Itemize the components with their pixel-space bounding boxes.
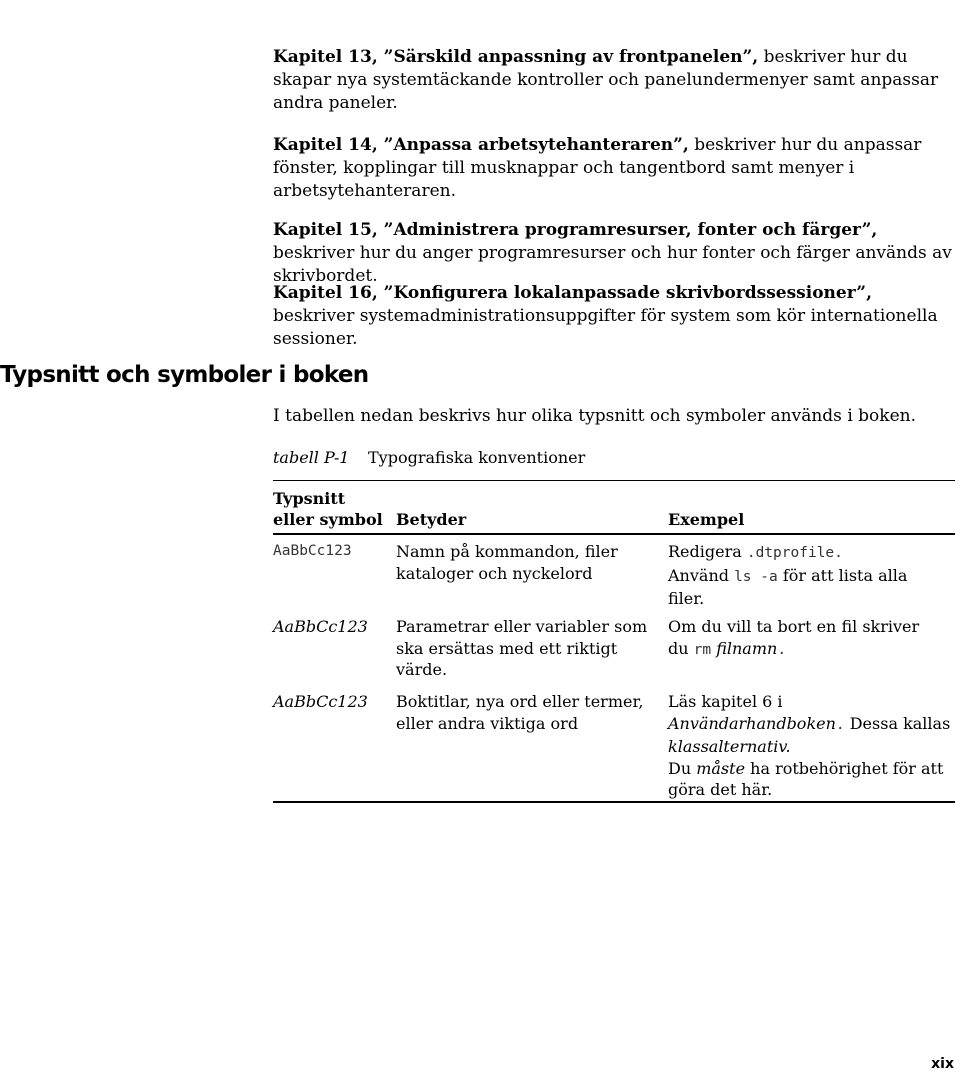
table-bottom-rule [273, 801, 955, 803]
chapter-16-text: beskriver systemadministrationsuppgifter för system som kör internationella sessioner. [273, 306, 938, 349]
chapter-16-title: Kapitel 16, ”Konfigurera lokalanpassade skrivbordssessioner”, [273, 283, 872, 303]
example-text: Om du vill ta bort en fil skriver [668, 617, 920, 636]
example-text: Redigera [668, 542, 747, 561]
example-text: Läs kapitel 6 i [668, 692, 783, 711]
example-text: filer. [668, 589, 705, 608]
row1-meaning [396, 541, 651, 584]
example-text: Du [668, 758, 697, 778]
page-number: xix [931, 1056, 954, 1072]
example-variable: filnamn [711, 638, 778, 658]
example-text: Dessa kallas [844, 713, 951, 733]
chapter-13-title: Kapitel 13, ”Särskild anpassning av frontpanelen”, [273, 47, 759, 67]
chapter-16-description [273, 282, 953, 351]
example-filename: .dtprofile [746, 545, 835, 561]
row1-meaning-line: Namn på kommandon, filer [396, 542, 618, 561]
chapter-13-text: beskriver hur du skapar nya systemtäckande kontroller och panelundermenyer samt anpassar andra paneler. [273, 47, 939, 113]
example-text: för att lista alla [777, 565, 908, 585]
chapter-15-title: Kapitel 15, ”Administrera programresurser, fonter och färger”, [273, 220, 878, 240]
row1-example [668, 541, 953, 610]
row2-example [668, 616, 953, 661]
row3-meaning [396, 691, 651, 734]
example-text: ha rotbehörighet för att [745, 758, 944, 778]
table-caption-title: Typografiska konventioner [368, 448, 586, 467]
chapter-14-title: Kapitel 14, ”Anpassa arbetsytehanteraren”, [273, 135, 689, 155]
header-typeface-line1: Typsnitt [273, 489, 346, 508]
table-top-rule [273, 480, 955, 481]
example-period: . [777, 641, 787, 658]
header-meaning: Betyder [396, 510, 467, 529]
row2-meaning-line: Parametrar eller variabler som [396, 617, 648, 636]
chapter-15-description [273, 219, 953, 288]
chapter-14-text: beskriver hur du anpassar fönster, kopplingar till musknappar och tangentbord samt menyer i arbetsytehanteraren. [273, 135, 922, 201]
example-book-title: Användarhandboken [668, 713, 836, 733]
row2-meaning-line: värde. [396, 660, 448, 679]
example-emphasis: måste [696, 758, 746, 778]
header-example: Exempel [668, 510, 745, 529]
row3-meaning-line: Boktitlar, nya ord eller termer, [396, 692, 644, 711]
header-typeface [273, 488, 393, 530]
row2-sample: AaBbCc123 [273, 617, 368, 636]
row2-meaning [396, 616, 651, 681]
example-term: klassalternativ. [668, 737, 791, 756]
chapter-13-description [273, 46, 953, 115]
row3-meaning-line: eller andra viktiga ord [396, 713, 579, 733]
example-period: . [835, 716, 845, 733]
example-command: ls -a [734, 568, 778, 585]
row2-meaning-line: ska ersättas med ett riktigt [396, 638, 618, 658]
chapter-14-description [273, 134, 953, 203]
row3-example [668, 691, 953, 801]
table-intro: I tabellen nedan beskrivs hur olika typsnitt och symboler används i boken. [273, 406, 916, 426]
row3-sample: AaBbCc123 [273, 692, 368, 711]
table-header-rule [273, 533, 955, 535]
row1-meaning-line: kataloger och nyckelord [396, 563, 593, 583]
section-heading: Typsnitt och symboler i boken [0, 362, 369, 388]
chapter-15-text: beskriver hur du anger programresurser och hur fonter och färger används av skrivbordet. [273, 243, 952, 286]
table-caption-number: tabell P-1 [273, 448, 350, 467]
example-text: göra det här. [668, 780, 773, 799]
example-text: Använd [668, 565, 735, 585]
header-typeface-line2: eller symbol [273, 510, 383, 529]
example-period: . [834, 545, 843, 561]
example-text: du [668, 638, 694, 658]
example-command: rm [693, 641, 712, 658]
row1-sample: AaBbCc123 [273, 543, 352, 559]
